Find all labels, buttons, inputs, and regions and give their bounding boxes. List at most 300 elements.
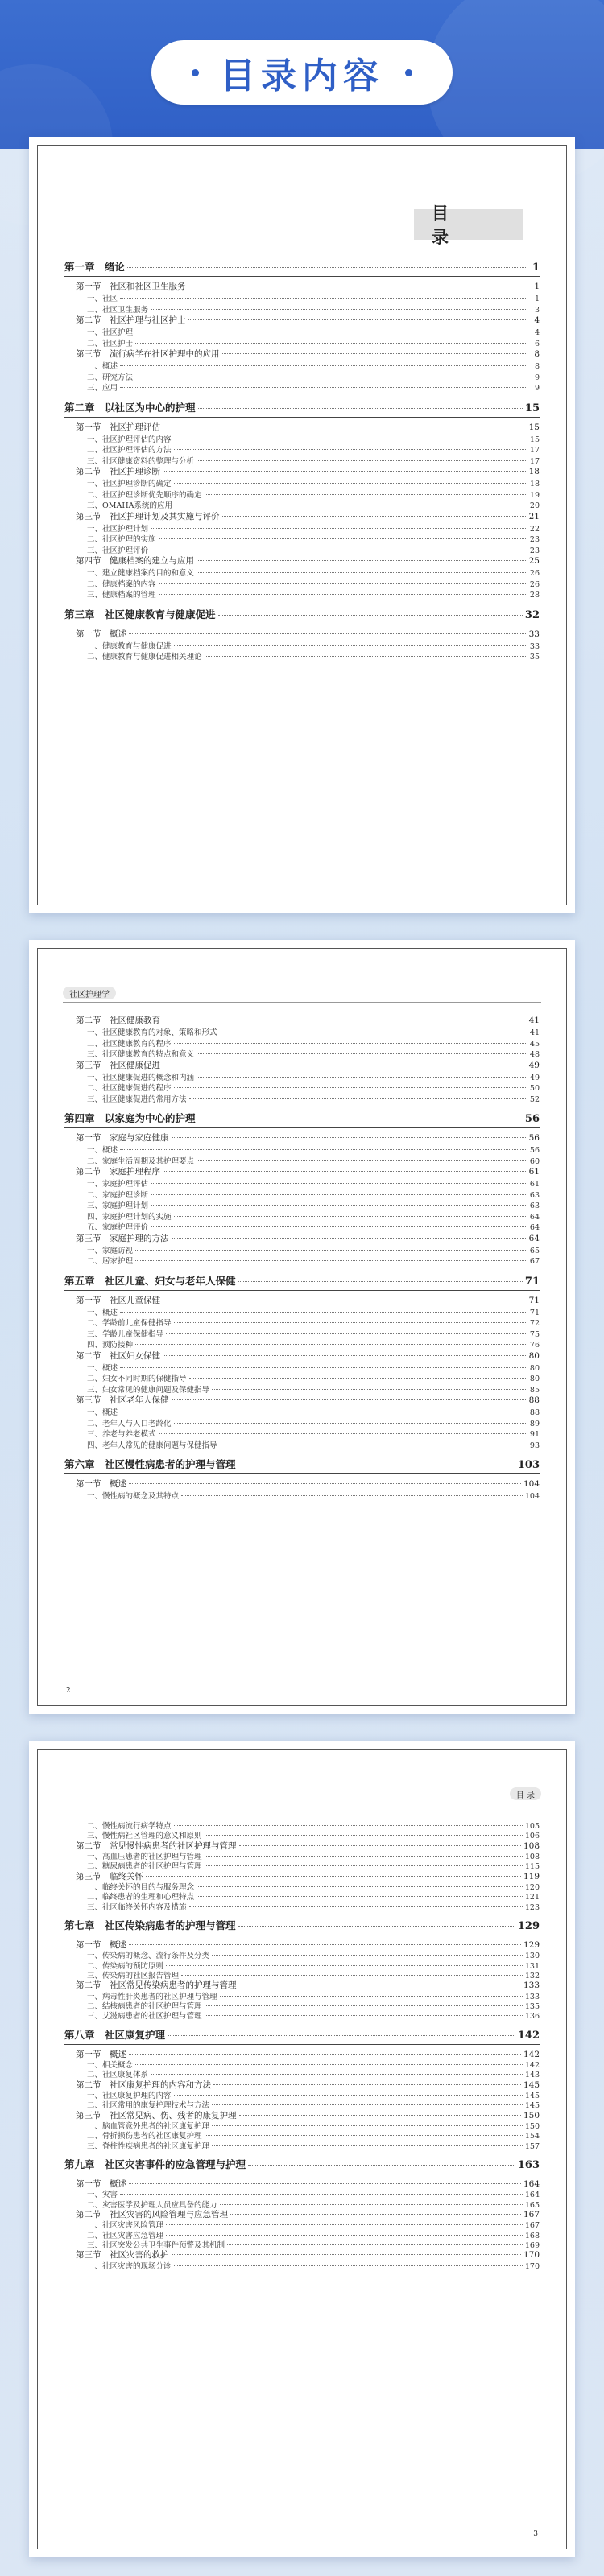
toc-entry-label: 二、骨折损伤患者的社区康复护理	[87, 2132, 202, 2141]
toc-entry-label: 三、社区健康促进的常用方法	[87, 1094, 187, 1104]
toc-entry-label: 第六章 社区慢性病患者的护理与管理	[64, 1458, 236, 1470]
dot-leader	[198, 408, 523, 409]
toc-chapter	[64, 1457, 540, 1474]
toc-subsection	[64, 292, 540, 303]
toc-entry-label: 二、健康档案的内容	[87, 579, 156, 589]
dot-leader	[238, 1926, 515, 1927]
toc-entry-page: 64	[529, 1212, 540, 1222]
toc-entry-label: 一、相关概念	[87, 2061, 134, 2071]
toc-entry-page: 3	[534, 305, 540, 315]
dot-leader	[174, 2095, 523, 2096]
toc-page-3	[29, 1741, 575, 2557]
toc-subsection	[64, 1490, 540, 1501]
toc-section	[64, 1394, 540, 1406]
toc-entry-label: 一、家庭访视	[87, 1246, 134, 1255]
toc-entry-label: 一、社区	[87, 295, 118, 303]
toc-entry-page: 76	[529, 1341, 540, 1350]
dot-leader	[174, 1043, 526, 1044]
dot-leader	[163, 1171, 526, 1172]
dot-leader	[212, 2125, 523, 2126]
toc-entry-label: 第二节 常见慢性病患者的社区护理与管理	[76, 1840, 237, 1851]
dot-leader	[172, 1137, 527, 1138]
toc-entry-label: 第二节 社区护理诊断	[76, 467, 160, 476]
toc-entry-label: 一、社区灾害风险管理	[87, 2221, 164, 2231]
toc-entry-page: 80	[529, 1363, 540, 1373]
toc-subsection	[64, 1820, 540, 1829]
toc-entry-label: 第一节 社区护理评估	[76, 422, 160, 432]
toc-heading: 目 录	[414, 209, 523, 240]
toc-entry-page: 129	[517, 1920, 540, 1933]
toc-entry-page: 52	[529, 1094, 540, 1104]
dot-leader	[197, 1896, 523, 1897]
toc-entry-label: 第一章 绪论	[64, 261, 126, 273]
toc-entry-page: 106	[524, 1832, 540, 1841]
toc-subsection	[64, 1383, 540, 1395]
toc-subsection	[64, 2140, 540, 2149]
toc-entry-page: 50	[529, 1084, 540, 1093]
toc-entry-label: 三、慢性病社区管理的意义和原则	[87, 1832, 202, 1841]
toc-entry-page: 33	[529, 641, 540, 651]
toc-subsection	[64, 360, 540, 371]
dot-leader	[174, 449, 526, 450]
toc-section	[64, 1165, 540, 1177]
toc-section	[64, 1131, 540, 1144]
toc-entry-label: 第八章 社区康复护理	[64, 2028, 166, 2041]
toc-list	[64, 1820, 540, 2269]
toc-entry-page: 22	[529, 524, 540, 534]
toc-entry-label: 二、社区护士	[87, 339, 134, 348]
dot-leader	[120, 365, 526, 366]
toc-entry-label: 第二章 以社区为中心的护理	[64, 401, 196, 414]
dot-leader	[166, 2235, 523, 2236]
toc-entry-page: 60	[529, 1156, 540, 1166]
toc-entry-page: 61	[528, 1167, 540, 1177]
toc-entry-page: 168	[524, 2231, 540, 2240]
toc-entry-label: 二、临终患者的生理和心理特点	[87, 1893, 195, 1902]
dot-leader	[218, 615, 523, 616]
toc-subsection	[64, 326, 540, 337]
toc-entry-label: 第一节 概述	[76, 2179, 126, 2190]
toc-entry-page: 17	[529, 446, 540, 455]
page-number: 3	[533, 2530, 538, 2538]
toc-entry-label: 四、老年人常见的健康问题与保健指导	[87, 1440, 217, 1450]
dot-leader	[129, 1483, 521, 1484]
toc-subsection	[64, 1037, 540, 1049]
toc-entry-page: 71	[528, 1295, 540, 1305]
toc-section	[64, 510, 540, 522]
toc-entry-page: 93	[529, 1440, 540, 1450]
dot-leader	[213, 2084, 521, 2085]
toc-list	[64, 259, 540, 662]
toc-subsection	[64, 588, 540, 600]
dot-leader	[159, 583, 526, 584]
dot-leader	[197, 1886, 523, 1887]
toc-entry-page: 154	[524, 2132, 540, 2141]
toc-entry-label: 三、应用	[87, 384, 118, 393]
toc-entry-page: 26	[529, 569, 540, 578]
dot-leader	[248, 2165, 515, 2166]
toc-subsection	[64, 1338, 540, 1350]
dot-leader	[197, 1160, 526, 1161]
toc-entry-page: 6	[534, 339, 540, 348]
toc-entry-label: 四、预防接种	[87, 1341, 134, 1350]
toc-subsection	[64, 2120, 540, 2129]
dot-leader	[151, 1226, 526, 1227]
toc-entry-label: 第三节 社区健康促进	[76, 1060, 160, 1070]
running-head: 社区护理学	[63, 987, 116, 999]
toc-subsection	[64, 1439, 540, 1450]
toc-entry-label: 三、妇女常见的健康问题及保健指导	[87, 1385, 210, 1395]
dot-leader	[129, 2183, 521, 2184]
dot-leader	[197, 572, 526, 573]
toc-entry-label: 一、慢性病的概念及其特点	[87, 1492, 180, 1501]
dot-leader	[151, 528, 526, 529]
toc-entry-page: 150	[523, 2110, 540, 2121]
toc-entry-label: 第二节 社区常见传染病患者的护理与管理	[76, 1980, 237, 1991]
dot-leader	[146, 1876, 521, 1877]
header-banner	[0, 0, 604, 149]
dot-leader	[174, 2265, 523, 2266]
toc-entry-label: 三、健康档案的管理	[87, 591, 156, 600]
toc-entry-label: 三、脊柱性疾病患者的社区康复护理	[87, 2141, 210, 2151]
toc-entry-label: 一、健康教育与健康促进	[87, 641, 172, 651]
toc-entry-label: 第三节 社区常见病、伤、残者的康复护理	[76, 2110, 237, 2121]
toc-entry-page: 4	[534, 315, 540, 325]
toc-entry-page: 80	[528, 1350, 540, 1361]
toc-entry-page: 23	[529, 546, 540, 555]
toc-subsection	[64, 1189, 540, 1200]
toc-entry-page: 85	[529, 1385, 540, 1395]
toc-entry-label: 一、社区健康教育的对象、策略和形式	[87, 1028, 217, 1037]
toc-entry-page: 89	[529, 1419, 540, 1428]
dot-leader	[151, 309, 526, 310]
toc-entry-page: 67	[529, 1257, 540, 1266]
dot-leader	[189, 1098, 526, 1099]
toc-entry-label: 一、社区护理	[87, 328, 134, 337]
dot-leader	[238, 1281, 523, 1282]
toc-entry-label: 一、社区灾害的现场分诊	[87, 2261, 172, 2271]
toc-entry-label: 二、学龄前儿童保健指导	[87, 1319, 172, 1328]
toc-entry-label: 一、概述	[87, 1308, 118, 1317]
toc-entry-label: 三、社区临终关怀内容及措施	[87, 1902, 187, 1912]
dot-leader	[227, 2244, 523, 2245]
page-number: 2	[66, 1687, 71, 1695]
toc-entry-label: 二、健康教育与健康促进相关理论	[87, 653, 202, 662]
toc-entry-page: 8	[534, 362, 540, 371]
toc-entry-page: 9	[534, 373, 540, 382]
toc-entry-label: 二、结核病患者的社区护理与管理	[87, 2002, 202, 2012]
toc-entry-label: 二、灾害医学及护理人员应具备的能力	[87, 2200, 217, 2210]
toc-entry-label: 一、概述	[87, 1146, 118, 1155]
toc-entry-label: 第九章 社区灾害事件的应急管理与护理	[64, 2158, 246, 2171]
toc-subsection	[64, 1949, 540, 1959]
dot-leader	[129, 1944, 521, 1945]
dot-leader	[174, 1087, 526, 1088]
toc-subsection	[64, 337, 540, 348]
toc-entry-label: 一、家庭护理评估	[87, 1180, 149, 1189]
toc-entry-page: 18	[529, 480, 540, 488]
toc-subsection	[64, 2229, 540, 2239]
dot-leader	[205, 1856, 523, 1857]
dot-leader	[212, 2104, 523, 2105]
toc-entry-page: 17	[529, 456, 540, 466]
toc-entry-label: 二、社区健康促进的程序	[87, 1084, 172, 1093]
toc-subsection	[64, 1244, 540, 1255]
toc-subsection	[64, 1093, 540, 1104]
dot-icon	[405, 69, 412, 76]
toc-entry-page: 145	[524, 2091, 540, 2100]
toc-entry-label: 一、社区护理诊断的确定	[87, 480, 172, 488]
toc-subsection	[64, 1428, 540, 1439]
toc-chapter	[64, 400, 540, 418]
toc-entry-page: 64	[528, 1233, 540, 1243]
toc-entry-page: 64	[529, 1223, 540, 1232]
toc-entry-page: 15	[528, 422, 540, 432]
dot-icon	[192, 69, 199, 76]
toc-entry-label: 第一节 社区儿童保健	[76, 1295, 160, 1305]
toc-entry-label: 一、脑血管意外患者的社区康复护理	[87, 2121, 210, 2131]
toc-entry-page: 121	[524, 1893, 540, 1902]
toc-entry-label: 三、养老与养老模式	[87, 1430, 156, 1439]
toc-entry-label: 三、社区突发公共卫生事件预警及其机制	[87, 2241, 225, 2251]
toc-section	[64, 1870, 540, 1881]
toc-entry-page: 131	[524, 1961, 540, 1971]
toc-entry-page: 21	[528, 511, 540, 521]
toc-entry-page: 145	[524, 2101, 540, 2111]
toc-subsection	[64, 2219, 540, 2231]
toc-entry-page: 170	[524, 2261, 540, 2271]
toc-chapter	[64, 1918, 540, 1935]
toc-section	[64, 348, 540, 360]
toc-entry-page: 135	[524, 2002, 540, 2012]
toc-subsection	[64, 1890, 540, 1900]
toc-entry-page: 150	[524, 2121, 540, 2131]
toc-entry-label: 二、社区卫生服务	[87, 305, 149, 315]
toc-entry-page: 26	[529, 579, 540, 589]
toc-entry-label: 三、社区健康资料的整理与分析	[87, 456, 195, 466]
toc-entry-label: 二、妇女不同时期的保健指导	[87, 1375, 187, 1383]
toc-subsection	[64, 1362, 540, 1373]
toc-entry-label: 第三节 社区老年人保健	[76, 1395, 169, 1405]
toc-subsection	[64, 2068, 540, 2078]
toc-entry-page: 91	[529, 1430, 540, 1439]
toc-entry-page: 1	[532, 262, 540, 274]
dot-leader	[181, 1495, 523, 1496]
toc-section	[64, 1294, 540, 1306]
toc-entry-label: 第二节 家庭护理程序	[76, 1167, 160, 1177]
toc-entry-page: 56	[524, 1113, 540, 1125]
toc-subsection	[64, 303, 540, 315]
toc-entry-page: 142	[517, 2029, 540, 2042]
dot-leader	[189, 1906, 523, 1907]
toc-section	[64, 280, 540, 292]
toc-subsection	[64, 1155, 540, 1166]
toc-entry-label: 二、传染病的预防原则	[87, 1961, 164, 1971]
toc-subsection	[64, 488, 540, 500]
dot-leader	[127, 267, 526, 268]
toc-page-1	[29, 137, 575, 913]
toc-section	[64, 465, 540, 477]
dot-leader	[222, 516, 527, 517]
dot-leader	[120, 1367, 526, 1368]
toc-entry-label: 三、社区健康教育的特点和意义	[87, 1050, 195, 1059]
dot-leader	[135, 2064, 523, 2065]
toc-subsection	[64, 1417, 540, 1428]
toc-subsection	[64, 533, 540, 544]
toc-subsection	[64, 1071, 540, 1082]
toc-entry-label: 三、社区护理评价	[87, 546, 149, 555]
toc-entry-label: 第二节 社区健康教育	[76, 1016, 160, 1025]
dot-leader	[205, 2015, 523, 2016]
toc-chapter	[64, 2027, 540, 2045]
toc-entry-page: 48	[529, 1050, 540, 1059]
dot-leader	[135, 1260, 526, 1261]
banner-title: 目录内容	[220, 56, 384, 97]
toc-entry-label: 第二节 社区灾害的风险管理与应急管理	[76, 2210, 228, 2220]
toc-entry-page: 136	[524, 2012, 540, 2022]
toc-entry-page: 165	[524, 2200, 540, 2210]
toc-entry-page: 104	[523, 1479, 540, 1489]
toc-entry-page: 63	[529, 1201, 540, 1210]
toc-entry-label: 第一节 概述	[76, 629, 126, 639]
toc-subsection	[64, 1210, 540, 1222]
toc-subsection	[64, 2260, 540, 2269]
toc-subsection	[64, 1901, 540, 1910]
dot-leader	[197, 1077, 526, 1078]
toc-entry-page: 164	[523, 2179, 540, 2190]
toc-entry-label: 四、家庭护理计划的实施	[87, 1212, 172, 1222]
dot-leader	[189, 1378, 526, 1379]
toc-subsection	[64, 499, 540, 510]
toc-entry-label: 一、传染病的概念、流行条件及分类	[87, 1952, 210, 1961]
toc-subsection	[64, 455, 540, 466]
dot-leader	[120, 1312, 526, 1313]
dot-leader	[168, 2035, 515, 2036]
toc-entry-page: 15	[524, 402, 540, 414]
toc-entry-page: 133	[523, 1980, 540, 1991]
toc-subsection	[64, 1144, 540, 1155]
toc-entry-label: 三、家庭护理计划	[87, 1201, 149, 1210]
dot-leader	[205, 1835, 523, 1836]
toc-subsection	[64, 1082, 540, 1093]
toc-entry-page: 45	[529, 1039, 540, 1049]
toc-entry-label: 二、社区护理评估的方法	[87, 446, 172, 455]
toc-section	[64, 1059, 540, 1071]
dot-leader	[159, 594, 526, 595]
dot-leader	[220, 1996, 523, 1997]
toc-entry-label: 三、传染病的社区报告管理	[87, 1972, 180, 1981]
dot-leader	[212, 1389, 526, 1390]
toc-subsection	[64, 2089, 540, 2099]
toc-section	[64, 2109, 540, 2120]
toc-entry-page: 72	[529, 1319, 540, 1328]
dot-leader	[205, 656, 526, 657]
toc-entry-label: 第二节 社区护理与社区护士	[76, 315, 186, 325]
dot-leader	[151, 1194, 526, 1195]
toc-entry-page: 169	[524, 2241, 540, 2251]
toc-subsection	[64, 650, 540, 662]
toc-entry-label: 第七章 社区传染病患者的护理与管理	[64, 1919, 236, 1932]
dot-leader	[172, 1399, 527, 1400]
toc-entry-page: 105	[524, 1822, 540, 1831]
toc-entry-label: 一、建立健康档案的目的和意义	[87, 569, 195, 578]
toc-entry-page: 20	[529, 501, 540, 510]
toc-section	[64, 554, 540, 567]
toc-entry-label: 二、社区康复体系	[87, 2071, 149, 2080]
toc-subsection	[64, 640, 540, 651]
toc-entry-label: 第一节 概述	[76, 1479, 126, 1489]
toc-entry-label: 二、糖尿病患者的社区护理与管理	[87, 1862, 202, 1872]
toc-entry-page: 145	[523, 2079, 540, 2090]
toc-entry-page: 61	[529, 1180, 540, 1189]
toc-entry-page: 167	[524, 2221, 540, 2231]
toc-entry-page: 63	[529, 1190, 540, 1200]
dot-leader	[205, 494, 526, 495]
toc-entry-label: 第三节 家庭护理的方法	[76, 1233, 169, 1243]
toc-subsection	[64, 1048, 540, 1059]
toc-section	[64, 1979, 540, 1989]
toc-subsection	[64, 2009, 540, 2022]
toc-entry-label: 第四节 健康档案的建立与应用	[76, 556, 194, 566]
toc-entry-label: 一、病毒性肝炎患者的社区护理与管理	[87, 1992, 217, 2001]
toc-entry-label: 一、灾害	[87, 2191, 118, 2200]
toc-subsection	[64, 2239, 540, 2251]
toc-entry-label: 第三节 社区护理计划及其实施与评价	[76, 511, 220, 521]
toc-subsection	[64, 1026, 540, 1037]
toc-chapter	[64, 2157, 540, 2174]
running-head: 目 录	[510, 1787, 541, 1800]
dot-leader	[172, 1238, 527, 1239]
toc-subsection	[64, 1829, 540, 1839]
toc-entry-label: 二、社区健康教育的程序	[87, 1039, 172, 1049]
toc-subsection	[64, 1960, 540, 1969]
toc-subsection	[64, 443, 540, 455]
toc-entry-label: 第三章 社区健康教育与健康促进	[64, 608, 216, 620]
toc-entry-page: 142	[523, 2049, 540, 2059]
dot-leader	[197, 460, 526, 461]
toc-subsection	[64, 1255, 540, 1266]
toc-entry-label: 一、概述	[87, 1408, 118, 1417]
toc-subsection	[64, 1317, 540, 1328]
toc-entry-page: 119	[523, 1871, 540, 1882]
toc-entry-page: 1	[534, 282, 540, 291]
toc-entry-label: 一、概述	[87, 362, 118, 371]
toc-entry-label: 五、家庭护理评价	[87, 1223, 149, 1232]
toc-subsection	[64, 522, 540, 534]
toc-entry-label: 二、家庭生活周期及其护理要点	[87, 1156, 195, 1166]
toc-section	[64, 2048, 540, 2059]
toc-subsection	[64, 2059, 540, 2071]
dot-leader	[212, 1955, 523, 1956]
toc-entry-page: 123	[524, 1902, 540, 1912]
toc-entry-page: 103	[517, 1459, 540, 1471]
dot-leader	[166, 1333, 526, 1334]
dot-leader	[174, 483, 526, 484]
toc-entry-label: 二、社区灾害应急管理	[87, 2231, 164, 2240]
dot-leader	[174, 1423, 526, 1424]
toc-entry-page: 56	[528, 1133, 540, 1143]
toc-entry-label: 第三节 流行病学在社区护理中的应用	[76, 349, 220, 359]
toc-entry-label: 第三节 社区灾害的救护	[76, 2250, 169, 2261]
toc-entry-page: 4	[534, 328, 540, 337]
dot-leader	[205, 2005, 523, 2006]
toc-entry-page: 41	[529, 1028, 540, 1037]
toc-entry-label: 第三节 临终关怀	[76, 1871, 143, 1882]
toc-entry-label: 三、艾滋病患者的社区护理与管理	[87, 2012, 202, 2022]
toc-entry-page: 88	[529, 1408, 540, 1417]
toc-section	[64, 2079, 540, 2089]
toc-entry-page: 56	[529, 1146, 540, 1155]
